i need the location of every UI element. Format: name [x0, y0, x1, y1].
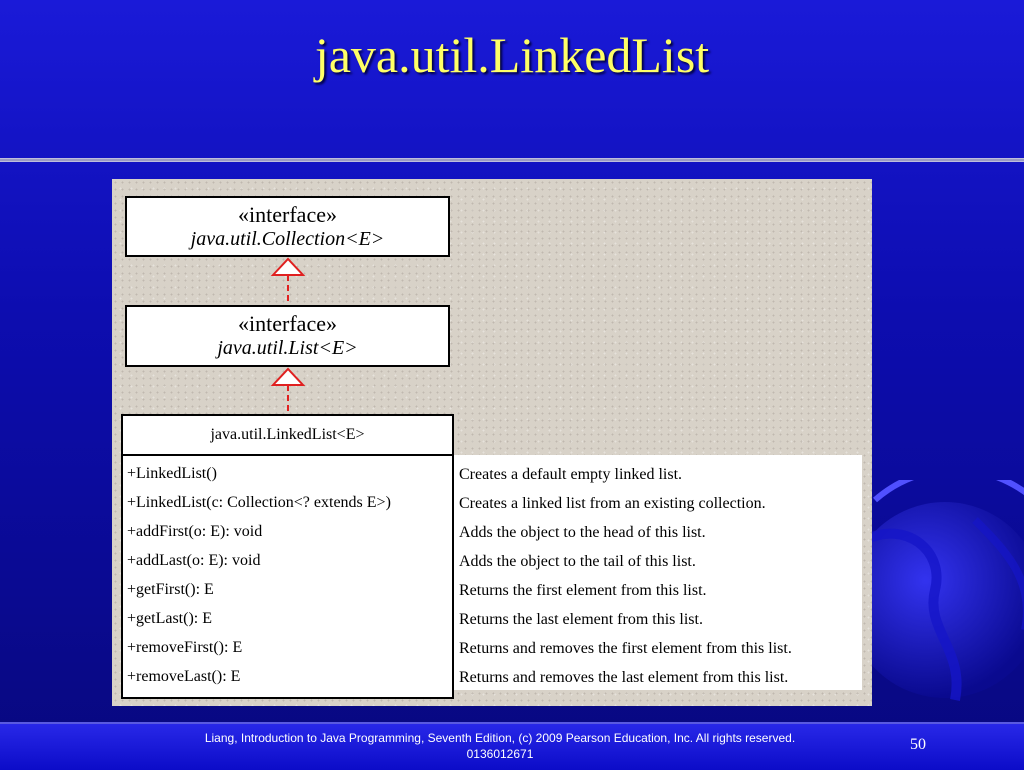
description-item: Creates a linked list from an existing collection. [459, 495, 766, 512]
page-number: 50 [910, 736, 926, 753]
interface-stereotype: «interface» [238, 202, 337, 227]
description-item: Creates a default empty linked list. [459, 466, 683, 483]
method-item: +addLast(o: E): void [127, 552, 261, 569]
description-item: Returns and removes the first element from this list. [459, 640, 792, 657]
method-item: +LinkedList() [127, 465, 217, 482]
footer-bar [0, 722, 1024, 770]
description-item: Returns and removes the last element from this list. [459, 669, 789, 686]
realization-arrowhead [273, 259, 303, 275]
uml-diagram-panel [112, 179, 872, 706]
list-interface-box [125, 305, 450, 367]
interface-stereotype: «interface» [238, 311, 337, 336]
interface-name: java.util.List<E> [217, 337, 358, 359]
collection-interface-box [125, 196, 450, 257]
interface-name: java.util.Collection<E> [190, 228, 385, 250]
description-item: Adds the object to the head of this list. [459, 524, 706, 541]
description-item: Adds the object to the tail of this list. [459, 553, 696, 570]
method-item: +LinkedList(c: Collection<? extends E>) [127, 494, 391, 511]
method-descriptions [454, 455, 862, 690]
slide-title: java.util.LinkedList [314, 27, 710, 83]
method-list [123, 456, 452, 691]
method-item: +getLast(): E [127, 610, 212, 627]
copyright-text: Liang, Introduction to Java Programming, Seventh Edition, (c) 2009 Pearson Education, Inc. All rights reserved. 0136012671 [204, 731, 796, 761]
method-item: +removeLast(): E [127, 668, 241, 685]
title-divider [0, 158, 1024, 162]
linkedlist-class-box [121, 414, 454, 699]
realization-arrowhead [273, 369, 303, 385]
description-item: Returns the last element from this list. [459, 611, 703, 628]
description-item: Returns the first element from this list. [459, 582, 707, 599]
method-item: +getFirst(): E [127, 581, 214, 598]
method-item: +addFirst(o: E): void [127, 523, 263, 540]
method-item: +removeFirst(): E [127, 639, 243, 656]
class-name: java.util.LinkedList<E> [123, 416, 452, 456]
